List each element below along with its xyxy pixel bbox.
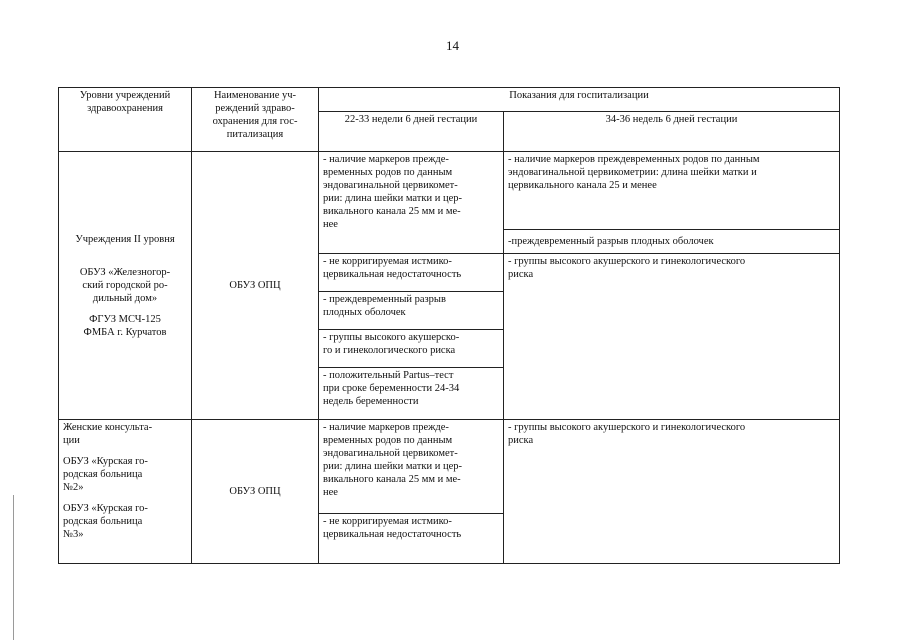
group2-institution-1 [63,455,187,494]
text-line: - наличие маркеров преждевременных родов по данным [508,154,760,165]
text-line: рии: длина шейки матки и цер- [323,461,463,472]
text-line: риска [508,269,534,280]
text-line: - группы высокого акушерского и гинекологического [508,256,746,267]
group2-levels [59,420,192,564]
text-line: временных родов по данным [323,167,453,178]
text-line: при сроке беременности 24-34 [323,383,460,394]
hospitalization-table [58,87,840,564]
group1-institution-2 [63,313,187,339]
text-line: Уровни учреждений [79,90,171,101]
text-line: викального канала 25 мм и ме- [323,206,461,217]
group1-col4-item-1 [504,152,840,230]
text-line: нее [323,487,338,498]
group1-col3-item-4 [319,330,504,368]
text-line: риска [508,435,534,446]
header-institution-name [192,88,319,152]
header-indications: Показания для госпитализации [319,88,840,112]
text-line: плодных оболочек [323,307,406,318]
group1-col4-item-3 [504,254,840,420]
text-line: - не корригируемая истмико- [323,516,452,527]
text-line: эндовагинальной цервикомет- [323,180,458,191]
text-line: - группы высокого акушерского и гинекологического [508,422,746,433]
text-line: Учреждения II уровня [75,233,175,245]
group1-institution-1 [63,266,187,305]
group2-hospital-name: ОБУЗ ОПЦ [192,420,319,564]
text-line: родская больница [63,516,143,527]
text-line: питализация [226,129,284,140]
header-period-22-33: 22-33 недели 6 дней гестации [319,112,504,152]
text-line: недель беременности [323,396,419,407]
text-line: ОБУЗ «Курская го- [63,456,148,467]
text-line: охранения для гос- [212,116,298,127]
text-line: эндовагинальной цервикомет- [323,448,458,459]
text-line: №3» [63,529,84,540]
text-line: №2» [63,482,84,493]
group2-level-title [63,421,187,447]
text-line: цервикальная недостаточность [323,269,462,280]
text-line: цервикальная недостаточность [323,529,462,540]
group1-col3-item-1 [319,152,504,254]
text-line: эндовагинальной цервикометрии: длина шейки матки и [508,167,757,178]
text-line: ции [63,435,80,446]
text-line: ский городской ро- [82,279,168,291]
text-line: - наличие маркеров прежде- [323,154,449,165]
text-line: - преждевременный разрыв [323,294,446,305]
text-line: - наличие маркеров прежде- [323,422,449,433]
text-line: - не корригируемая истмико- [323,256,452,267]
text-line: родская больница [63,469,143,480]
text-line: дильный дом» [92,292,158,304]
text-line: ФГУЗ МСЧ-125 [89,313,161,325]
scan-margin-line [13,495,14,640]
group1-level-title [63,233,187,246]
header-levels [59,88,192,152]
text-line: здравоохранения [87,103,163,114]
group1-levels [59,152,192,420]
text-line: Женские консульта- [63,422,153,433]
text-line: цервикального канала 25 и менее [508,180,657,191]
group1-hospital-name: ОБУЗ ОПЦ [192,152,319,420]
group2-col3-item-1 [319,420,504,514]
header-period-34-36: 34-36 недель 6 дней гестации [504,112,840,152]
text-line: го и гинекологического риска [323,345,456,356]
text-line: рии: длина шейки матки и цер- [323,193,463,204]
page-number: 14 [446,38,459,53]
group1-col3-item-2 [319,254,504,292]
text-line: ОБУЗ «Курская го- [63,503,148,514]
text-line: временных родов по данным [323,435,453,446]
text-line: ОБУЗ «Железногор- [79,266,171,278]
text-line: Наименование уч- [213,90,297,101]
group2-col4-item-1 [504,420,840,564]
text-line: - группы высокого акушерско- [323,332,460,343]
text-line: - положительный Partus–тест [323,370,454,381]
text-line: ФМБА г. Курчатов [83,326,167,338]
text-line: -преждевременный разрыв плодных оболочек [508,236,714,247]
text-line: нее [323,219,338,230]
group2-institution-2 [63,502,187,541]
group1-col3-item-5 [319,368,504,420]
text-line: реждений здраво- [215,103,295,114]
text-line: викального канала 25 мм и ме- [323,474,461,485]
group1-col4-item-2 [504,230,840,254]
group1-col3-item-3 [319,292,504,330]
group2-col3-item-2 [319,514,504,564]
